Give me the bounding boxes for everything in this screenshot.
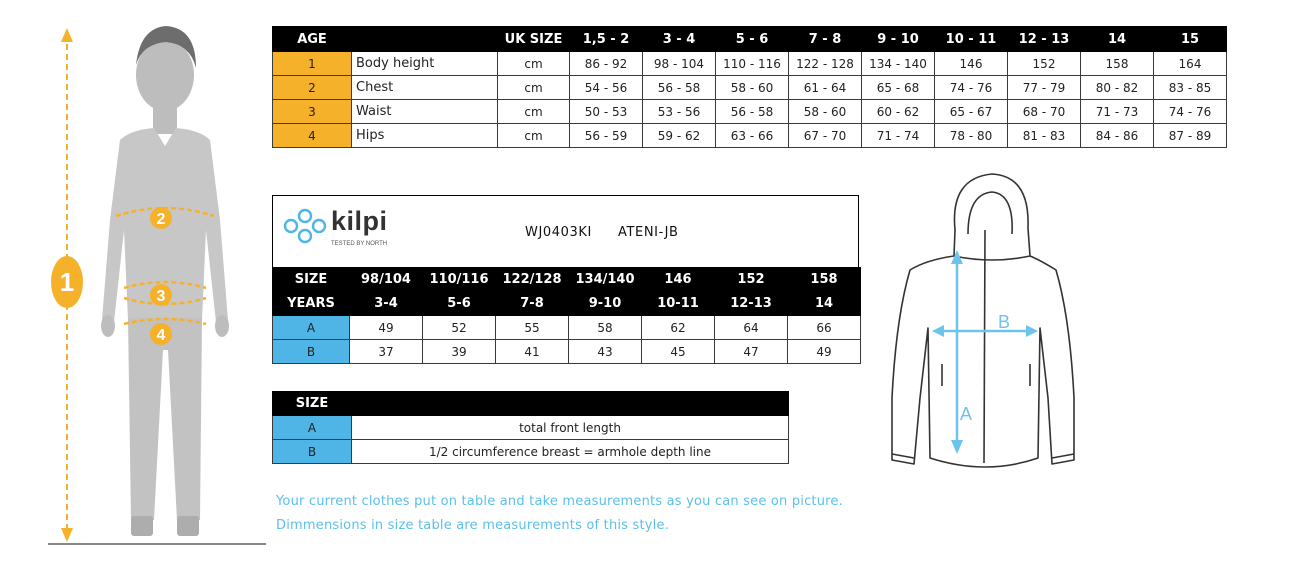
years-col: 9-10 (569, 292, 642, 316)
row-definition: total front length (352, 416, 789, 440)
table-cell: 122 - 128 (789, 52, 862, 76)
size-col: 152 (715, 268, 788, 292)
uk-size-table (272, 26, 1227, 148)
table-cell: 45 (642, 340, 715, 364)
table-cell: 77 - 79 (1008, 76, 1081, 100)
row-label: A (273, 416, 352, 440)
table-cell: 84 - 86 (1081, 124, 1154, 148)
style-size-table (272, 267, 861, 364)
definitions-header-blank (352, 392, 789, 416)
table-cell: 41 (496, 340, 569, 364)
row-unit: cm (498, 100, 570, 124)
svg-text:1: 1 (59, 267, 75, 297)
size-col: 98/104 (350, 268, 423, 292)
style-sizes-header (273, 268, 861, 292)
table-cell: 68 - 70 (1008, 100, 1081, 124)
height-arrow-top (61, 28, 73, 42)
table-cell: 71 - 73 (1081, 100, 1154, 124)
product-name: ATENI-JB (618, 225, 679, 240)
row-unit: cm (498, 124, 570, 148)
svg-text:3: 3 (156, 288, 166, 305)
table-cell: 81 - 83 (1008, 124, 1081, 148)
table-cell: 65 - 67 (935, 100, 1008, 124)
instruction-note: Your current clothes put on table and take measurements as you can see on picture. (276, 494, 843, 509)
table-cell: 80 - 82 (1081, 76, 1154, 100)
table-cell: 98 - 104 (643, 52, 716, 76)
table-cell: 71 - 74 (862, 124, 935, 148)
row-label: Body height (352, 52, 498, 76)
jacket-diagram (880, 168, 1090, 478)
table-cell: 86 - 92 (570, 52, 643, 76)
row-label: B (273, 340, 350, 364)
svg-text:4: 4 (156, 327, 166, 344)
size-col: 158 (788, 268, 861, 292)
row-label: Hips (352, 124, 498, 148)
table-cell: 87 - 89 (1154, 124, 1227, 148)
table-cell: 37 (350, 340, 423, 364)
table-row (273, 52, 1227, 76)
table-row (273, 416, 789, 440)
row-number: 3 (273, 100, 352, 124)
table-row (273, 316, 861, 340)
table-row (273, 76, 1227, 100)
table-cell: 56 - 58 (716, 100, 789, 124)
definitions-header (273, 392, 789, 416)
header-age-col: 3 - 4 (643, 27, 716, 52)
table-cell: 56 - 59 (570, 124, 643, 148)
row-label: Chest (352, 76, 498, 100)
row-label: Waist (352, 100, 498, 124)
dimensions-note: Dimmensions in size table are measurements of this style. (276, 518, 670, 533)
header-age-col: 10 - 11 (935, 27, 1008, 52)
row-number: 1 (273, 52, 352, 76)
table-cell: 74 - 76 (935, 76, 1008, 100)
table-cell: 55 (496, 316, 569, 340)
table-cell: 58 (569, 316, 642, 340)
table-cell: 50 - 53 (570, 100, 643, 124)
years-col: 12-13 (715, 292, 788, 316)
row-label: A (273, 316, 350, 340)
marker-4 (150, 323, 172, 345)
table-cell: 164 (1154, 52, 1227, 76)
table-row (273, 124, 1227, 148)
size-col: 134/140 (569, 268, 642, 292)
svg-text:2: 2 (156, 211, 166, 228)
table-cell: 63 - 66 (716, 124, 789, 148)
marker-3 (150, 284, 172, 306)
table-cell: 54 - 56 (570, 76, 643, 100)
table-cell: 146 (935, 52, 1008, 76)
table-cell: 134 - 140 (862, 52, 935, 76)
years-col: 5-6 (423, 292, 496, 316)
size-col: 146 (642, 268, 715, 292)
row-unit: cm (498, 52, 570, 76)
row-label: B (273, 440, 352, 464)
table-cell: 74 - 76 (1154, 100, 1227, 124)
table-cell: 66 (788, 316, 861, 340)
years-col: 7-8 (496, 292, 569, 316)
header-age-col: 15 (1154, 27, 1227, 52)
table-cell: 110 - 116 (716, 52, 789, 76)
row-unit: cm (498, 76, 570, 100)
brand-name: kilpi (331, 206, 388, 236)
size-label: SIZE (273, 268, 350, 292)
table-cell: 62 (642, 316, 715, 340)
years-label: YEARS (273, 292, 350, 316)
header-age-col: 12 - 13 (1008, 27, 1081, 52)
table-cell: 43 (569, 340, 642, 364)
table-cell: 56 - 58 (643, 76, 716, 100)
table-cell: 152 (1008, 52, 1081, 76)
table-cell: 58 - 60 (789, 100, 862, 124)
header-age-col: 14 (1081, 27, 1154, 52)
style-header-box (272, 195, 859, 267)
definitions-size-label: SIZE (273, 392, 352, 416)
size-col: 122/128 (496, 268, 569, 292)
marker-1 (51, 256, 83, 308)
years-col: 14 (788, 292, 861, 316)
table-cell: 39 (423, 340, 496, 364)
row-number: 4 (273, 124, 352, 148)
table-row (273, 100, 1227, 124)
header-blank (352, 27, 498, 52)
product-code: WJ0403KI (525, 225, 592, 240)
label-b: B (998, 312, 1011, 332)
size-table-header (273, 27, 1227, 52)
marker-2 (150, 207, 172, 229)
header-age-col: 7 - 8 (789, 27, 862, 52)
table-cell: 83 - 85 (1154, 76, 1227, 100)
row-definition: 1/2 circumference breast = armhole depth line (352, 440, 789, 464)
header-age-col: 1,5 - 2 (570, 27, 643, 52)
row-number: 2 (273, 76, 352, 100)
table-cell: 59 - 62 (643, 124, 716, 148)
table-cell: 49 (350, 316, 423, 340)
table-cell: 52 (423, 316, 496, 340)
label-a: A (960, 404, 973, 424)
table-cell: 65 - 68 (862, 76, 935, 100)
header-age-col: 5 - 6 (716, 27, 789, 52)
brand-tagline: TESTED BY NORTH (331, 241, 388, 247)
table-cell: 78 - 80 (935, 124, 1008, 148)
table-cell: 64 (715, 316, 788, 340)
definitions-table (272, 391, 789, 464)
kilpi-logo-icon (283, 208, 327, 244)
table-cell: 158 (1081, 52, 1154, 76)
years-col: 3-4 (350, 292, 423, 316)
table-cell: 60 - 62 (862, 100, 935, 124)
table-cell: 53 - 56 (643, 100, 716, 124)
table-row (273, 440, 789, 464)
size-col: 110/116 (423, 268, 496, 292)
table-row (273, 340, 861, 364)
header-uk-size: UK SIZE (498, 27, 570, 52)
table-cell: 58 - 60 (716, 76, 789, 100)
height-arrow-bottom (61, 528, 73, 542)
body-measurement-figure (30, 20, 280, 550)
table-cell: 49 (788, 340, 861, 364)
header-age: AGE (273, 27, 352, 52)
years-col: 10-11 (642, 292, 715, 316)
header-age-col: 9 - 10 (862, 27, 935, 52)
jacket-outline (892, 174, 1074, 467)
table-cell: 61 - 64 (789, 76, 862, 100)
table-cell: 47 (715, 340, 788, 364)
table-cell: 67 - 70 (789, 124, 862, 148)
style-years-header (273, 292, 861, 316)
